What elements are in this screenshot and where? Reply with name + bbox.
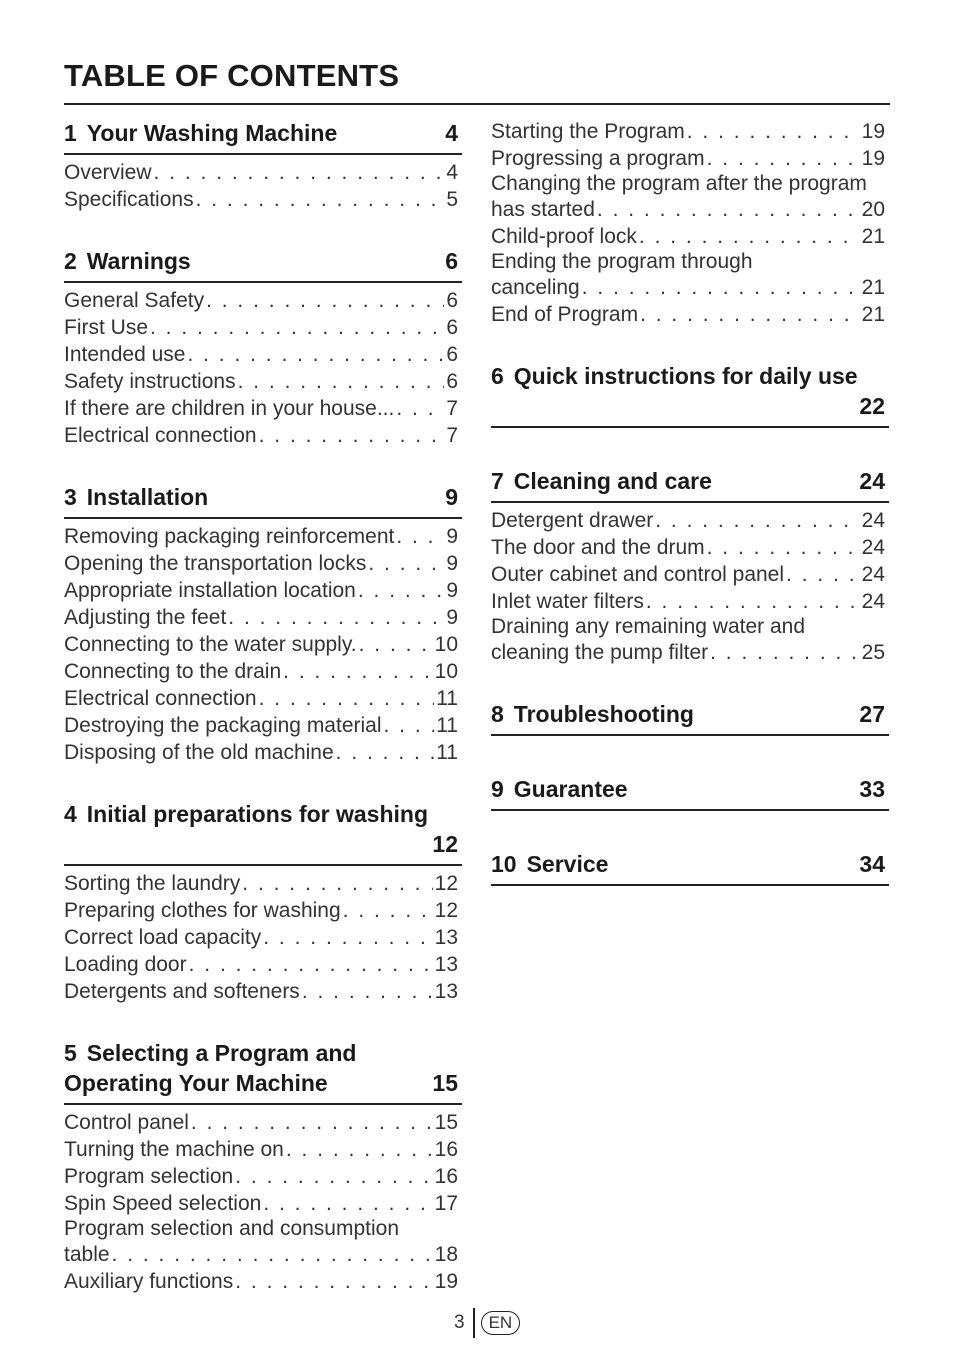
section-title: Installation [86, 484, 209, 510]
toc-entry-row [491, 561, 889, 588]
toc-entry-page: 10 [434, 633, 458, 656]
toc-entry-label: Detergent drawer [491, 509, 654, 532]
toc-entry[interactable] [64, 314, 462, 341]
section-title: Service [526, 851, 609, 877]
section-heading-line [64, 1038, 462, 1068]
toc-entry-label: Adjusting the feet [64, 606, 227, 629]
toc-entry-label: Correct load capacity [64, 926, 262, 949]
toc-entry[interactable] [64, 604, 462, 631]
section-heading-line [64, 1068, 462, 1098]
toc-section [64, 110, 462, 213]
toc-entry-label: Preparing clothes for washing [64, 899, 341, 922]
section-number: 1 [64, 120, 77, 146]
toc-entry-label: Loading door [64, 953, 187, 976]
section-title: Guarantee [513, 776, 628, 802]
section-page: 12 [432, 831, 458, 857]
toc-entry-row [64, 1241, 462, 1268]
section-heading-line [491, 391, 889, 421]
dot-leader [687, 118, 860, 145]
toc-entry-page: 19 [861, 120, 885, 143]
language-badge: EN [481, 1311, 521, 1335]
toc-entry-label: Removing packaging reinforcement [64, 525, 395, 548]
section-page: 24 [859, 468, 885, 494]
section-heading-line [64, 799, 462, 829]
toc-entry-page: 9 [446, 579, 458, 602]
toc-entry-row [64, 1190, 462, 1217]
dot-leader [187, 341, 444, 368]
dot-leader [597, 196, 860, 223]
toc-entry-row [64, 341, 462, 368]
toc-entry-row [491, 145, 889, 172]
dot-leader [655, 507, 859, 534]
toc-entry-row [64, 897, 462, 924]
dot-leader [359, 631, 433, 658]
toc-entry-row [491, 639, 889, 666]
toc-entry-row [64, 739, 462, 766]
title-divider [64, 103, 890, 105]
section-page: 4 [445, 120, 458, 146]
section-page: 34 [859, 851, 885, 877]
toc-entry-label: Destroying the packaging material [64, 714, 382, 737]
toc-entry[interactable] [64, 870, 462, 897]
toc-entry-page: 5 [446, 188, 458, 211]
toc-entry-label: Starting the Program [491, 120, 685, 143]
section-title: Your Washing Machine [86, 120, 338, 146]
toc-entry-row [64, 978, 462, 1005]
toc-section [491, 766, 889, 811]
section-heading[interactable] [64, 474, 462, 519]
dot-leader [640, 301, 860, 328]
toc-entry-row [64, 186, 462, 213]
toc-entry[interactable] [491, 250, 889, 301]
toc-entry-label: Spin Speed selection [64, 1192, 262, 1215]
toc-entry[interactable] [491, 223, 889, 250]
page-number: 3 [454, 1312, 465, 1333]
toc-entry-row [64, 1109, 462, 1136]
toc-entry-page: 18 [434, 1243, 458, 1266]
section-heading[interactable] [491, 841, 889, 886]
toc-entry-label: General Safety [64, 289, 205, 312]
dot-leader [582, 274, 860, 301]
section-title: Selecting a Program and [86, 1040, 357, 1066]
section-title: Quick instructions for daily use [513, 363, 858, 389]
section-heading-text [491, 774, 628, 804]
toc-entry[interactable] [64, 658, 462, 685]
toc-entry-row [64, 1268, 462, 1295]
toc-entry[interactable] [64, 1217, 462, 1268]
section-number: 8 [491, 701, 504, 727]
dot-leader [786, 561, 860, 588]
toc-entry-label: Appropriate installation location [64, 579, 356, 602]
dot-leader [384, 712, 435, 739]
section-page: 27 [859, 701, 885, 727]
section-number: 4 [64, 801, 77, 827]
toc-entry-label: table [64, 1243, 110, 1266]
toc-entry-page: 25 [861, 641, 885, 664]
toc-section [491, 458, 889, 666]
section-page: 33 [859, 776, 885, 802]
dot-leader [228, 604, 444, 631]
toc-entry-page: 24 [861, 590, 885, 613]
toc-section [491, 110, 889, 328]
toc-entry-page: 12 [434, 872, 458, 895]
toc-entry-row [64, 314, 462, 341]
toc-entry-row [64, 577, 462, 604]
toc-entry-row [64, 685, 462, 712]
toc-entry-page: 16 [434, 1165, 458, 1188]
section-title: Initial preparations for washing [86, 801, 429, 827]
toc-entry[interactable] [64, 631, 462, 658]
section-heading[interactable] [64, 238, 462, 283]
dot-leader [259, 422, 445, 449]
toc-section [491, 353, 889, 428]
toc-entry-list [64, 155, 462, 213]
toc-entry-row [64, 1136, 462, 1163]
dot-leader [336, 739, 435, 766]
toc-entry[interactable] [491, 118, 889, 145]
section-heading-line [64, 829, 462, 859]
toc-entry-row [64, 712, 462, 739]
toc-entry[interactable] [491, 615, 889, 666]
dot-leader [710, 639, 860, 666]
section-heading-text [491, 699, 694, 729]
toc-entry-label: Program selection [64, 1165, 234, 1188]
section-page: 9 [445, 484, 458, 510]
toc-entry-label: Opening the transportation locks [64, 552, 367, 575]
toc-entry-page: 6 [446, 316, 458, 339]
toc-entry-page: 4 [446, 161, 458, 184]
page-title: TABLE OF CONTENTS [64, 58, 400, 93]
section-heading[interactable] [64, 1030, 462, 1105]
dot-leader [206, 287, 444, 314]
toc-entry-page: 24 [861, 509, 885, 532]
toc-entry-page: 19 [434, 1270, 458, 1293]
toc-entry-label: Intended use [64, 343, 186, 366]
toc-entry-page: 21 [861, 303, 885, 326]
toc-entry[interactable] [64, 422, 462, 449]
toc-entry[interactable] [491, 507, 889, 534]
footer-divider [473, 1308, 475, 1338]
section-number: 7 [491, 468, 504, 494]
dot-leader [238, 368, 445, 395]
dot-leader [235, 1163, 432, 1190]
section-heading[interactable] [491, 691, 889, 736]
toc-entry-label: Child-proof lock [491, 225, 637, 248]
page-footer [454, 1308, 520, 1338]
toc-entry-row [491, 507, 889, 534]
toc-entry-list [491, 110, 889, 328]
toc-entry-label-line: Ending the program through [491, 250, 753, 273]
section-heading-text [491, 849, 608, 879]
toc-entry-row [64, 395, 462, 422]
toc-entry-label: First Use [64, 316, 148, 339]
section-heading[interactable] [491, 353, 889, 428]
toc-entry-page: 16 [434, 1138, 458, 1161]
toc-entry-row [491, 588, 889, 615]
toc-entry-label: Safety instructions [64, 370, 236, 393]
section-page: 22 [859, 393, 885, 419]
dot-leader [358, 577, 444, 604]
dot-leader [112, 1241, 433, 1268]
dot-leader [396, 523, 444, 550]
toc-entry[interactable] [491, 588, 889, 615]
toc-entry-page: 24 [861, 536, 885, 559]
dot-leader [189, 951, 433, 978]
toc-entry[interactable] [491, 145, 889, 172]
toc-entry-row [64, 287, 462, 314]
toc-entry-row [64, 951, 462, 978]
section-title-line2: Operating Your Machine [64, 1070, 328, 1096]
toc-entry-row [491, 274, 889, 301]
toc-entry-page: 15 [434, 1111, 458, 1134]
toc-entry-page: 6 [446, 343, 458, 366]
dot-leader [283, 658, 432, 685]
section-number: 2 [64, 248, 77, 274]
dot-leader [242, 870, 432, 897]
section-heading[interactable] [491, 766, 889, 811]
toc-entry[interactable] [491, 534, 889, 561]
toc-left-column [64, 110, 462, 1320]
toc-entry-label: The door and the drum [491, 536, 705, 559]
toc-entry-page: 9 [446, 552, 458, 575]
toc-entry-label: Auxiliary functions [64, 1270, 234, 1293]
toc-entry-page: 11 [436, 714, 458, 737]
toc-entry-label: Outer cabinet and control panel [491, 563, 785, 586]
toc-entry[interactable] [64, 897, 462, 924]
toc-entry[interactable] [64, 1190, 462, 1217]
section-heading-text [64, 482, 208, 512]
section-heading[interactable] [64, 791, 462, 866]
toc-entry-page: 9 [446, 606, 458, 629]
toc-entry-page: 11 [436, 741, 458, 764]
dot-leader [191, 1109, 433, 1136]
toc-entry-page: 13 [434, 953, 458, 976]
toc-entry-page: 12 [434, 899, 458, 922]
toc-entry-row [491, 223, 889, 250]
toc-entry-list [64, 519, 462, 766]
toc-entry[interactable] [64, 712, 462, 739]
toc-entry-row [64, 658, 462, 685]
toc-entry-row [491, 534, 889, 561]
toc-entry-page: 6 [446, 370, 458, 393]
toc-entry-label: Turning the machine on [64, 1138, 284, 1161]
dot-leader [646, 588, 860, 615]
toc-entry[interactable] [64, 739, 462, 766]
section-heading-text [491, 466, 712, 496]
section-heading-text [64, 118, 337, 148]
toc-entry-page: 7 [446, 424, 458, 447]
toc-entry-row [491, 196, 889, 223]
toc-entry-row [491, 301, 889, 328]
toc-entry-row [64, 422, 462, 449]
toc-entry-list [491, 503, 889, 666]
dot-leader [396, 395, 444, 422]
toc-section [491, 691, 889, 736]
toc-entry-page: 19 [861, 147, 885, 170]
dot-leader [263, 1190, 432, 1217]
dot-leader [707, 534, 860, 561]
toc-entry-row [64, 159, 462, 186]
toc-entry[interactable] [64, 924, 462, 951]
toc-entry-label: If there are children in your house... [64, 397, 395, 420]
toc-entry[interactable] [64, 951, 462, 978]
toc-entry-label: has started [491, 198, 595, 221]
toc-section [64, 474, 462, 766]
dot-leader [343, 897, 433, 924]
section-number: 6 [491, 363, 504, 389]
section-page: 6 [445, 248, 458, 274]
section-number: 10 [491, 851, 517, 877]
toc-entry-label: canceling [491, 276, 580, 299]
dot-leader [707, 145, 860, 172]
toc-entry-label: Specifications [64, 188, 194, 211]
toc-entry-row [64, 1163, 462, 1190]
toc-entry-row [64, 523, 462, 550]
toc-section [491, 841, 889, 886]
toc-entry-list [64, 283, 462, 449]
section-heading-line [491, 361, 889, 391]
toc-entry-row [64, 368, 462, 395]
section-heading-text [64, 246, 191, 276]
toc-entry[interactable] [64, 577, 462, 604]
toc-entry[interactable] [491, 561, 889, 588]
section-title: Warnings [86, 248, 191, 274]
toc-entry[interactable] [64, 1163, 462, 1190]
toc-entry-page: 9 [446, 525, 458, 548]
toc-entry-page: 13 [434, 926, 458, 949]
section-heading[interactable] [491, 458, 889, 503]
toc-entry-label-line: Program selection and consumption [64, 1217, 400, 1240]
dot-leader [286, 1136, 433, 1163]
toc-entry[interactable] [491, 172, 889, 223]
toc-entry-label: Connecting to the water supply. [64, 633, 357, 656]
toc-entry-page: 17 [434, 1192, 458, 1215]
toc-entry[interactable] [64, 159, 462, 186]
toc-entry-page: 24 [861, 563, 885, 586]
toc-entry-row [64, 870, 462, 897]
toc-entry-page: 13 [434, 980, 458, 1003]
toc-entry[interactable] [491, 301, 889, 328]
toc-entry-list [64, 1105, 462, 1295]
toc-section [64, 238, 462, 449]
dot-leader [302, 978, 433, 1005]
dot-leader [368, 550, 444, 577]
toc-entry-row [64, 631, 462, 658]
toc-entry-label: cleaning the pump filter [491, 641, 709, 664]
dot-leader [259, 685, 435, 712]
toc-entry-label: Connecting to the drain [64, 660, 282, 683]
section-heading[interactable] [64, 110, 462, 155]
toc-entry[interactable] [64, 550, 462, 577]
toc-section [64, 791, 462, 1005]
toc-entry-label-line: Changing the program after the program [491, 172, 867, 195]
toc-entry-page: 10 [434, 660, 458, 683]
section-number: 3 [64, 484, 77, 510]
toc-entry[interactable] [64, 1109, 462, 1136]
toc-entry[interactable] [64, 978, 462, 1005]
dot-leader [235, 1268, 432, 1295]
toc-entry[interactable] [64, 523, 462, 550]
section-number: 5 [64, 1040, 77, 1066]
toc-entry[interactable] [64, 395, 462, 422]
toc-entry-page: 6 [446, 289, 458, 312]
toc-entry-label: End of Program [491, 303, 639, 326]
toc-entry-label: Electrical connection [64, 424, 257, 447]
toc-entry-label-line: Draining any remaining water and [491, 615, 806, 638]
toc-entry-row [491, 118, 889, 145]
toc-entry-label: Progressing a program [491, 147, 705, 170]
dot-leader [196, 186, 445, 213]
section-number: 9 [491, 776, 504, 802]
toc-entry-label: Disposing of the old machine [64, 741, 334, 764]
toc-entry-page: 7 [446, 397, 458, 420]
section-page: 15 [432, 1070, 458, 1096]
toc-entry[interactable] [64, 186, 462, 213]
toc-entry-page: 21 [861, 225, 885, 248]
toc-entry[interactable] [64, 368, 462, 395]
toc-entry[interactable] [64, 341, 462, 368]
section-title: Cleaning and care [513, 468, 712, 494]
toc-entry-label: Sorting the laundry [64, 872, 241, 895]
toc-section [64, 1030, 462, 1295]
toc-entry-row [64, 604, 462, 631]
section-title: Troubleshooting [513, 701, 694, 727]
toc-entry-row [64, 924, 462, 951]
toc-entry-row [64, 550, 462, 577]
toc-entry-page: 11 [436, 687, 458, 710]
dot-leader [150, 314, 444, 341]
dot-leader [154, 159, 445, 186]
toc-entry-list [64, 866, 462, 1005]
toc-entry-label: Overview [64, 161, 152, 184]
toc-entry-label: Detergents and softeners [64, 980, 300, 1003]
toc-entry[interactable] [64, 1136, 462, 1163]
toc-entry[interactable] [64, 287, 462, 314]
toc-entry-label: Inlet water filters [491, 590, 644, 613]
dot-leader [639, 223, 860, 250]
toc-right-column [491, 110, 889, 916]
dot-leader [263, 924, 432, 951]
toc-entry-label: Control panel [64, 1111, 189, 1134]
toc-entry[interactable] [64, 1268, 462, 1295]
toc-entry-label: Electrical connection [64, 687, 257, 710]
toc-entry-page: 21 [861, 276, 885, 299]
toc-entry[interactable] [64, 685, 462, 712]
toc-entry-page: 20 [861, 198, 885, 221]
